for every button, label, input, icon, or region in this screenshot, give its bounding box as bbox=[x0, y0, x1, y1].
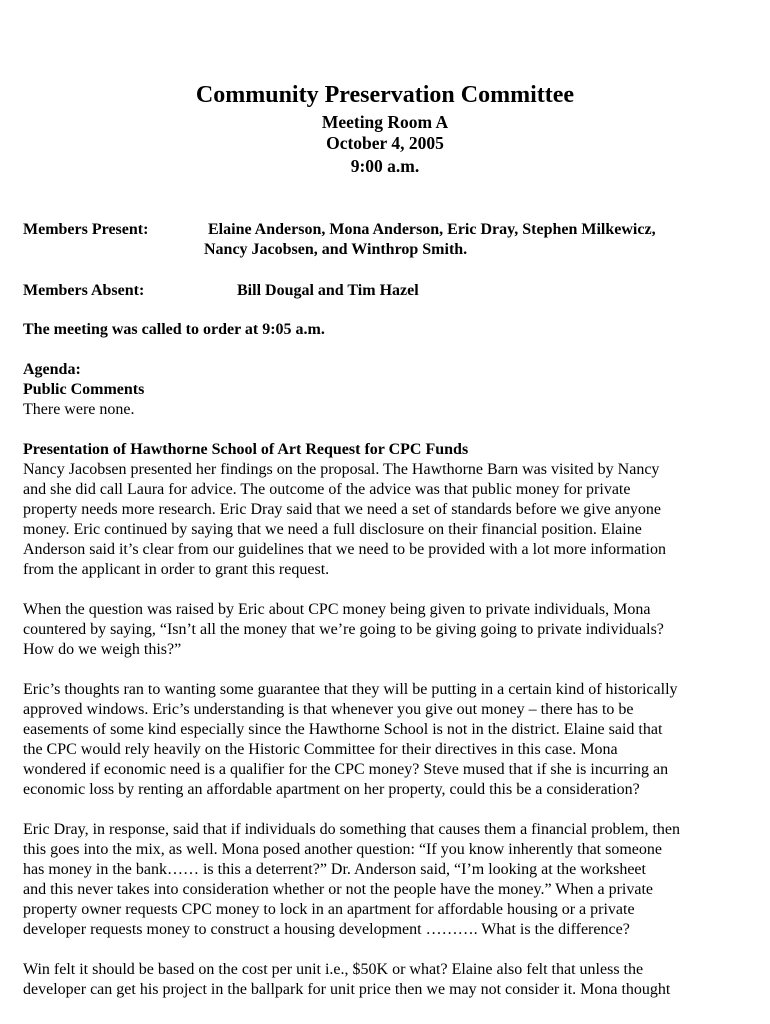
paragraph-line: and she did call Laura for advice. The outcome of the advice was that public money for private bbox=[23, 481, 631, 499]
paragraph-5 bbox=[23, 960, 758, 1000]
paragraph-line: Eric’s thoughts ran to wanting some guarantee that they will be putting in a certain kind of historically bbox=[23, 681, 678, 698]
members-absent-names: Bill Dougal and Tim Hazel bbox=[237, 282, 419, 299]
paragraph-line: countered by saying, “Isn’t all the money that we’re going to be giving going to private individuals? bbox=[23, 621, 664, 639]
paragraph-line: Nancy Jacobsen presented her findings on the proposal. The Hawthorne Barn was visited by Nancy bbox=[23, 461, 660, 478]
document-title: Community Preservation Committee bbox=[195, 82, 575, 108]
paragraph-line: and this never takes into consideration whether or not the people have the money.” When a private bbox=[23, 881, 654, 899]
paragraph-line: this goes into the mix, as well. Mona posed another question: “If you know inherently that someone bbox=[23, 841, 662, 859]
paragraph-line: developer can get his project in the ballpark for unit price then we may not consider it. Mona thought bbox=[23, 981, 671, 999]
paragraph-line: money. Eric continued by saying that we need a full disclosure on their financial position. Elaine bbox=[23, 521, 642, 539]
presentation-heading: Presentation of Hawthorne School of Art Request for CPC Funds bbox=[23, 441, 469, 458]
paragraph-line: approved windows. Eric’s understanding is that whenever you give out money – there has to be bbox=[23, 701, 634, 719]
call-to-order: The meeting was called to order at 9:05 a.m. bbox=[23, 321, 325, 338]
meeting-date: October 4, 2005 bbox=[326, 133, 444, 153]
paragraph-line: Anderson said it’s clear from our guidelines that we need to be provided with a lot more information bbox=[23, 541, 666, 559]
paragraph-1 bbox=[23, 460, 758, 581]
paragraph-line: Win felt it should be based on the cost per unit i.e., $50K or what? Elaine also felt that unless the bbox=[23, 961, 644, 978]
meeting-time: 9:00 a.m. bbox=[350, 156, 420, 176]
members-absent-label: Members Absent: bbox=[23, 282, 145, 299]
paragraph-line: How do we weigh this?” bbox=[23, 641, 182, 659]
public-comments-text: There were none. bbox=[23, 401, 135, 418]
paragraph-line: Eric Dray, in response, said that if individuals do something that causes them a financial problem, then bbox=[23, 821, 681, 838]
paragraph-line: property owner requests CPC money to lock in an apartment for affordable housing or a private bbox=[23, 901, 635, 919]
paragraph-line: has money in the bank…… is this a deterrent?” Dr. Anderson said, “I’m looking at the worksheet bbox=[23, 861, 646, 879]
paragraph-line: property needs more research. Eric Dray said that we need a set of standards before we give anyone bbox=[23, 501, 661, 519]
paragraph-line: When the question was raised by Eric about CPC money being given to private individuals, Mona bbox=[23, 601, 651, 618]
paragraph-3 bbox=[23, 680, 758, 801]
paragraph-line: the CPC would rely heavily on the Historic Committee for their directives in this case. Mona bbox=[23, 741, 618, 759]
paragraph-line: economic loss by renting an affordable apartment on her property, could this be a consideration? bbox=[23, 781, 640, 799]
paragraph-2 bbox=[23, 600, 758, 660]
paragraph-line: developer requests money to construct a housing development ………. What is the difference? bbox=[23, 921, 630, 939]
paragraph-line: from the applicant in order to grant this request. bbox=[23, 561, 330, 579]
members-present-line-1: Elaine Anderson, Mona Anderson, Eric Dray, Stephen Milkewicz, bbox=[208, 221, 656, 238]
agenda-label: Agenda: bbox=[23, 361, 81, 378]
paragraph-line: easements of some kind especially since the Hawthorne School is not in the district. Elaine said that bbox=[23, 721, 663, 739]
members-present-label: Members Present: bbox=[23, 221, 149, 238]
meeting-location: Meeting Room A bbox=[321, 112, 449, 132]
public-comments-heading: Public Comments bbox=[23, 381, 145, 398]
paragraph-4 bbox=[23, 820, 758, 941]
paragraph-line: wondered if economic need is a qualifier for the CPC money? Steve mused that if she is incurring an bbox=[23, 761, 669, 779]
members-present-line-2: Nancy Jacobsen, and Winthrop Smith. bbox=[204, 241, 468, 258]
